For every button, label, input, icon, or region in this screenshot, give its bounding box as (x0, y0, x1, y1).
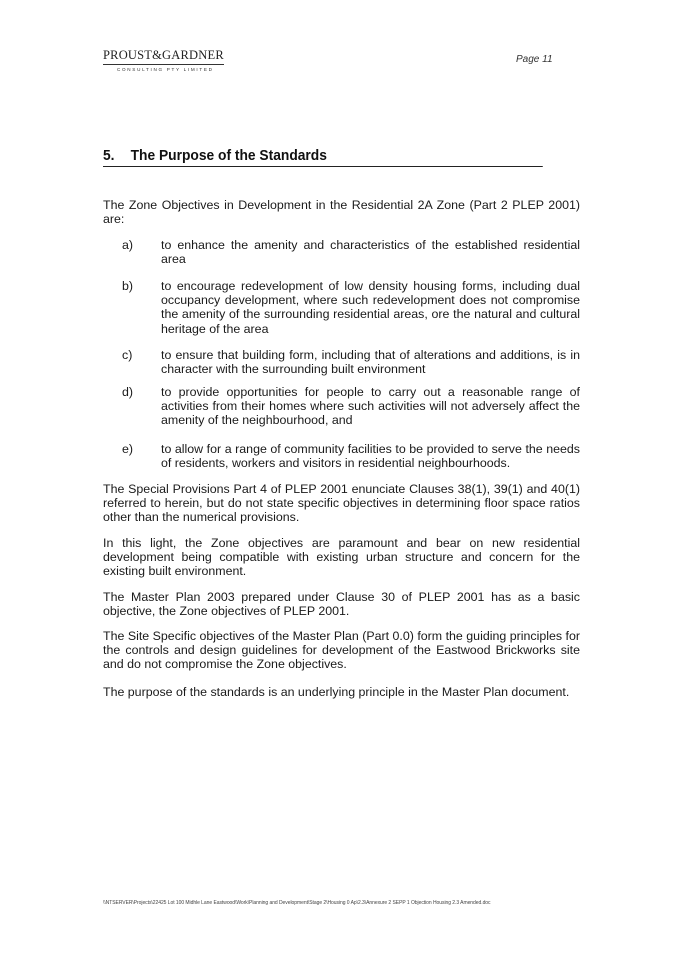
body-paragraph: The Master Plan 2003 prepared under Clause 30 of PLEP 2001 has as a basic objective, the Zone objectives of PLEP 2001. (103, 590, 580, 619)
body-paragraph: The Special Provisions Part 4 of PLEP 2001 enunciate Clauses 38(1), 39(1) and 40(1) referred to herein, but do not state specific objectives in determining floor space ratios other than the numerical provisions. (103, 482, 580, 525)
objective-text: to ensure that building form, including that of alterations and additions, is in character with the surrounding built environment (161, 348, 580, 377)
body-paragraph: The purpose of the standards is an underlying principle in the Master Plan document. (103, 685, 570, 699)
objective-text: to encourage redevelopment of low density housing forms, including dual occupancy development, where such redevelopment does not compromise the amenity of the surrounding residential areas, ore the natural and cultural heritage of the area (161, 279, 580, 336)
objective-label: a) (122, 238, 134, 252)
intro-paragraph: The Zone Objectives in Development in the Residential 2A Zone (Part 2 PLEP 2001) are: (103, 198, 580, 227)
objective-label: d) (122, 385, 134, 399)
section-title: The Purpose of the Standards (130, 147, 327, 164)
objective-label: b) (122, 279, 134, 293)
logo-subtitle: CONSULTING PTY LIMITED (117, 67, 214, 72)
objective-label: e) (122, 442, 134, 456)
section-heading (103, 147, 543, 167)
objective-label: c) (122, 348, 133, 362)
objective-text: to allow for a range of community facilities to be provided to serve the needs of residents, workers and visitors in residential neighbourhoods. (161, 442, 580, 471)
body-paragraph: The Site Specific objectives of the Master Plan (Part 0.0) form the guiding principles for the controls and design guidelines for development of the Eastwood Brickworks site and do not compromise the Zone objectives. (103, 629, 580, 672)
file-path-footer: \\NTSERVER\Projects\22425 Lot 100 Midhle Lane Eastwood\Work\Planning and Development\Stage 2\Housing 0 Ap\2.3\Annexure 2 SEPP 1 Objection Housing 2.3 Amended.doc (103, 900, 491, 906)
section-number: 5. (103, 147, 115, 164)
objective-text: to enhance the amenity and characteristics of the established residential area (161, 238, 580, 267)
logo-name: PROUST&GARDNER (103, 48, 224, 65)
page-number: Page 11 (516, 54, 553, 65)
company-logo (103, 46, 224, 72)
objective-text: to provide opportunities for people to carry out a reasonable range of activities from their homes where such activities will not adversely affect the amenity of the neighbourhood, and (161, 385, 580, 428)
body-paragraph: In this light, the Zone objectives are paramount and bear on new residential development being compatible with existing urban structure and concern for the existing built environment. (103, 536, 580, 579)
